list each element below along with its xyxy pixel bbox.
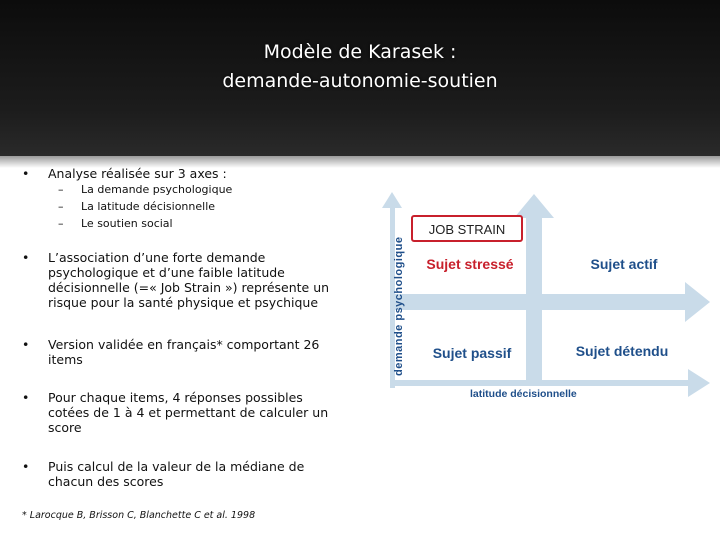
bullet-text: Analyse réalisée sur 3 axes : [48,166,227,181]
sub-item-text: Le soutien social [81,217,173,230]
bullet-text [48,337,364,367]
bullet-text [48,390,364,435]
job-strain-label: JOB STRAIN [428,222,506,237]
bullet-line: décisionnelle (=« Job Strain ») représente un [48,280,330,295]
quadrant-label-relaxed: Sujet détendu [575,343,669,359]
bullet-marker: • [22,459,30,474]
dash-marker: – [58,217,64,230]
bullet-line: cotées de 1 à 4 et permettant de calculer un [48,405,329,420]
bullet-line: Version validée en français* comportant 26 [48,337,320,352]
dash-marker: – [58,200,64,213]
horizontal-axis-arrow [390,282,710,322]
bullet-line: Puis calcul de la valeur de la médiane de [48,459,305,474]
quadrant-label-passive: Sujet passif [432,345,512,361]
bullet-marker: • [22,166,30,181]
quadrant-label-active: Sujet actif [590,256,658,272]
title-line-2: demande-autonomie-soutien [222,70,498,92]
bullet-marker: • [22,390,30,405]
karasek-diagram [370,190,715,405]
bullet-text [48,250,364,310]
quadrant-label-stressed: Sujet stressé [426,256,514,272]
y-axis-label: demande psychologique [393,236,405,376]
bullet-marker: • [22,337,30,352]
sub-item-text: La demande psychologique [81,183,233,196]
bullet-text [48,459,364,489]
dash-marker: – [58,183,64,196]
bullet-marker: • [22,250,30,265]
sub-item-text: La latitude décisionnelle [81,200,216,213]
bullet-line: L’association d’une forte demande [48,250,266,265]
bullet-line: chacun des scores [48,474,164,489]
x-axis-label: latitude décisionnelle [470,388,577,400]
bullet-line: items [48,352,83,367]
footnote: * Larocque B, Brisson C, Blanchette C et al. 1998 [22,510,256,521]
bullet-line: risque pour la santé physique et psychique [48,295,319,310]
bullet-line: score [48,420,82,435]
bullet-line: psychologique et d’une faible latitude [48,265,285,280]
bullet-line: Pour chaque items, 4 réponses possibles [48,390,303,405]
slide-title [0,38,720,96]
title-line-1: Modèle de Karasek : [263,41,457,63]
left-axis-arrow-head [382,192,402,208]
